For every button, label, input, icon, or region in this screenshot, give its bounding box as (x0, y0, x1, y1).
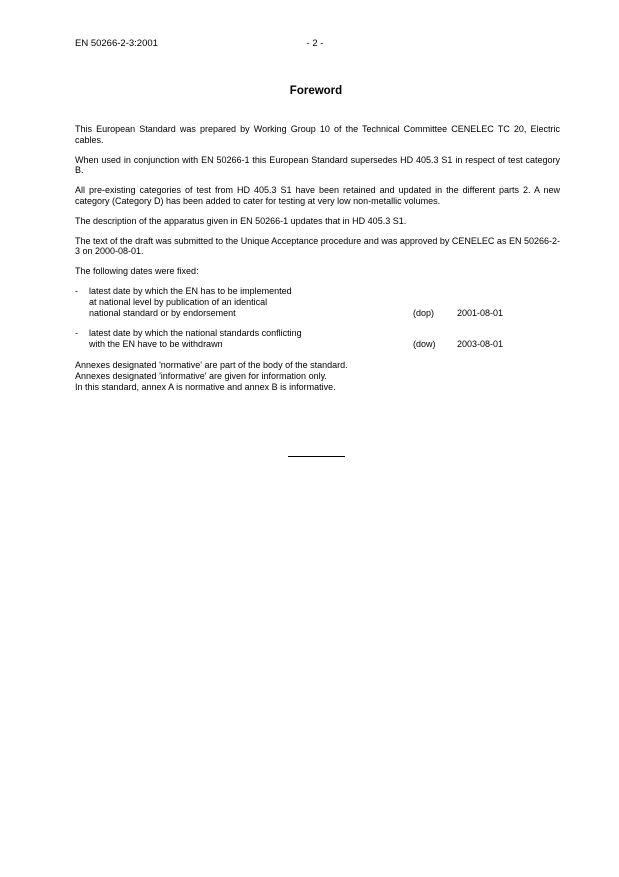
date-description-line: with the EN have to be withdrawn (89, 339, 223, 350)
paragraph-prepared-by: This European Standard was prepared by Working Group 10 of the Technical Committee CENELEC TC 20, Electric cables. (75, 124, 560, 145)
date-description (89, 328, 419, 350)
section-title: Foreword (289, 85, 343, 97)
date-row-dop (75, 286, 560, 318)
date-abbreviation: (dow) (413, 339, 436, 350)
foreword-body (75, 124, 560, 392)
document-id: EN 50266-2-3:2001 (75, 38, 158, 49)
end-rule (288, 456, 345, 457)
annex-line-assignment: In this standard, annex A is normative and annex B is informative. (75, 381, 336, 392)
paragraph-approval: The text of the draft was submitted to the Unique Acceptance procedure and was approved by CENELEC as EN 50266-2-3 on 2000-08-01. (75, 235, 560, 257)
page-number: - 2 - (306, 38, 324, 49)
date-value: 2001-08-01 (457, 307, 504, 318)
date-description-line: at national level by publication of an identical (89, 296, 268, 307)
annexes-note (75, 360, 560, 392)
annex-line-normative: Annexes designated 'normative' are part of the body of the standard. (75, 359, 348, 370)
paragraph-dates-intro: The following dates were fixed: (75, 266, 199, 277)
paragraph-apparatus: The description of the apparatus given in EN 50266-1 updates that in HD 405.3 S1. (75, 215, 407, 226)
date-description (89, 286, 419, 318)
date-row-dow (75, 328, 560, 350)
date-value: 2003-08-01 (457, 339, 504, 350)
annex-line-informative: Annexes designated 'informative' are given for information only. (75, 370, 327, 381)
date-description-line: latest date by which the national standards conflicting (89, 328, 302, 339)
date-description-line: latest date by which the EN has to be implemented (89, 285, 292, 296)
dates-list (75, 286, 560, 350)
date-abbreviation: (dop) (413, 307, 435, 318)
paragraph-supersedes: When used in conjunction with EN 50266-1 this European Standard supersedes HD 405.3 S1 in respect of test category B. (75, 154, 560, 176)
date-description-line: national standard or by endorsement (89, 307, 236, 318)
list-dash: - (75, 285, 78, 296)
list-dash: - (75, 328, 78, 339)
paragraph-categories: All pre-existing categories of test from HD 405.3 S1 have been retained and updated in the different parts 2. A new category (Category D) has been added to cater for testing at very low non-metallic volumes. (75, 185, 560, 206)
